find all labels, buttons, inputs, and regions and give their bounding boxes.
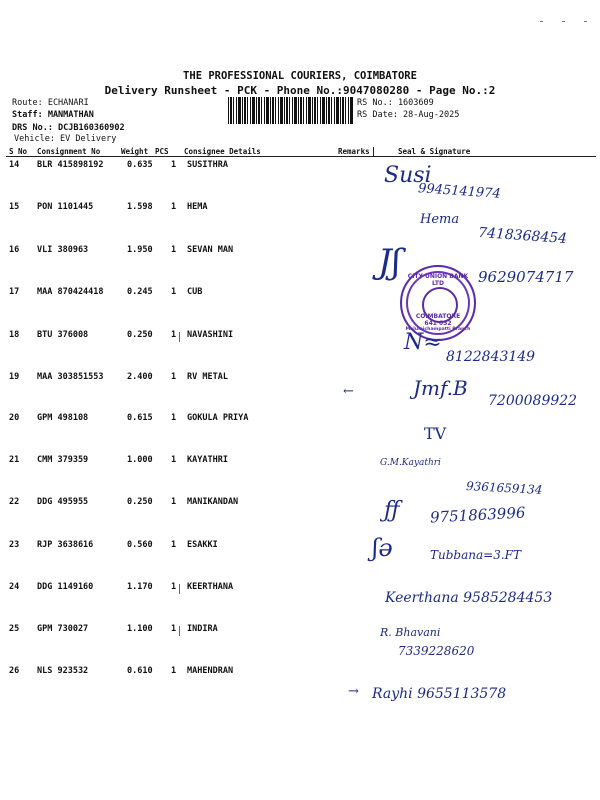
row-pcs: 1 — [171, 372, 177, 382]
table-row — [0, 455, 600, 471]
row-pcs: 1 — [171, 287, 177, 297]
row-consignee: KEERTHANA — [187, 582, 234, 592]
row-consignee: CUB — [187, 287, 203, 297]
signature-keerthana: Keerthana 9585284453 — [385, 590, 553, 606]
row-pcs: 1 — [171, 624, 177, 634]
row-sno: 26 — [9, 666, 20, 676]
row-sno: 20 — [9, 413, 20, 423]
signature-esakki-scribble: ʃə — [372, 534, 393, 562]
row-pcs: 1 — [171, 455, 177, 465]
table-row — [0, 287, 600, 303]
row-weight: 0.245 — [127, 287, 153, 297]
table-row — [0, 160, 600, 176]
row-tick-mark — [179, 332, 180, 342]
row-sno: 19 — [9, 372, 20, 382]
row-pcs: 1 — [171, 582, 177, 592]
row-pcs: 1 — [171, 540, 177, 550]
col-pcs: PCS — [155, 147, 169, 156]
row-consignment: MAA 303851553 — [37, 372, 104, 382]
row-sno: 21 — [9, 455, 20, 465]
row-consignment: PON 1101445 — [37, 202, 94, 212]
col-consignee: Consignee Details — [184, 147, 261, 156]
signature-rv-metal-phone: 7200089922 — [488, 393, 578, 409]
row-consignee: NAVASHINI — [187, 330, 234, 340]
scan-speck — [562, 21, 565, 22]
col-seal-signature: Seal & Signature — [398, 147, 471, 156]
signature-sevan-phone: 9629074717 — [478, 268, 574, 286]
col-consignment: Consignment No — [37, 147, 101, 156]
col-remarks: Remarks — [338, 147, 370, 156]
signature-indira-phone: 7339228620 — [398, 644, 475, 658]
signature-rv-metal: Jmf.B — [413, 376, 468, 400]
staff-label: Staff: MANMATHAN — [12, 110, 94, 120]
signature-navashini-phone: 8122843149 — [446, 349, 536, 365]
stamp-pin: 641 032 — [424, 320, 452, 327]
row-weight: 0.610 — [127, 666, 153, 676]
rs-number: RS No.: 1603609 — [357, 98, 434, 108]
row-weight: 0.250 — [127, 330, 153, 340]
row-consignee: GOKULA PRIYA — [187, 413, 249, 423]
row-consignee: MANIKANDAN — [187, 497, 239, 507]
col-weight: Weight — [121, 147, 149, 156]
row-weight: 1.950 — [127, 245, 153, 255]
row-sno: 16 — [9, 245, 20, 255]
row-consignee: INDIRA — [187, 624, 218, 634]
table-row — [0, 372, 600, 388]
row-pcs: 1 — [171, 413, 177, 423]
row-consignee: MAHENDRAN — [187, 666, 234, 676]
row-weight: 2.400 — [127, 372, 153, 382]
signature-navashini-scribble: N≈ — [404, 330, 442, 355]
stamp-branch: Malumichampatti Branch — [405, 327, 471, 332]
col-sno: S No — [9, 147, 28, 156]
row-sno: 22 — [9, 497, 20, 507]
row-sno: 23 — [9, 540, 20, 550]
signature-kayathri-phone: 9361659134 — [465, 479, 543, 497]
row-consignment: DDG 495955 — [37, 497, 89, 507]
remark-arrow: → — [348, 684, 359, 699]
row-weight: 0.250 — [127, 497, 153, 507]
row-consignment: DDG 1149160 — [37, 582, 94, 592]
scan-speck — [584, 21, 587, 22]
row-pcs: 1 — [171, 160, 177, 170]
table-row — [0, 624, 600, 640]
row-consignee: SUSITHRA — [187, 160, 228, 170]
row-sno: 14 — [9, 160, 20, 170]
signature-manikandan-scribble: ƒƒ — [384, 498, 400, 523]
row-consignment: BLR 415898192 — [37, 160, 104, 170]
row-consignee: SEVAN MAN — [187, 245, 234, 255]
row-pcs: 1 — [171, 330, 177, 340]
signature-susithra-phone: 9945141974 — [417, 181, 502, 202]
signature-esakki: Tubbana=3.FT — [430, 548, 521, 562]
rs-date: RS Date: 28-Aug-2025 — [357, 110, 460, 120]
runsheet-title: Delivery Runsheet - PCK - Phone No.:9047080280 - Page No.:2 — [104, 84, 496, 97]
signature-sevan-scribble: Jʃ — [378, 242, 401, 282]
row-consignee: HEMA — [187, 202, 208, 212]
row-sno: 15 — [9, 202, 20, 212]
table-row — [0, 245, 600, 261]
row-weight: 0.560 — [127, 540, 153, 550]
row-weight: 1.100 — [127, 624, 153, 634]
drs-number: DRS No.: DCJB160360902 — [12, 123, 125, 133]
signature-gokula-priya: TV — [424, 424, 447, 443]
scan-speck — [540, 21, 543, 22]
signature-kayathri: G.M.Kayathri — [380, 458, 441, 468]
row-consignee: RV METAL — [187, 372, 228, 382]
stamp-bank-name: CITY UNION BANK LTD — [407, 273, 469, 287]
vehicle-label: Vehicle: EV Delivery — [14, 134, 117, 144]
table-row — [0, 666, 600, 682]
row-consignment: VLI 380963 — [37, 245, 89, 255]
company-title: THE PROFESSIONAL COURIERS, COIMBATORE — [183, 70, 417, 82]
route-label: Route: ECHANARI — [12, 98, 89, 108]
row-consignee: ESAKKI — [187, 540, 218, 550]
row-consignment: MAA 870424418 — [37, 287, 104, 297]
row-consignment: RJP 3638616 — [37, 540, 94, 550]
signature-susithra: Susi — [384, 163, 432, 188]
stamp-city: COIMBATORE — [415, 313, 461, 320]
row-pcs: 1 — [171, 666, 177, 676]
table-row — [0, 202, 600, 218]
row-consignment: CMM 379359 — [37, 455, 89, 465]
barcode — [228, 97, 354, 124]
row-consignment: NLS 923532 — [37, 666, 89, 676]
row-weight: 0.615 — [127, 413, 153, 423]
row-consignment: GPM 498108 — [37, 413, 89, 423]
signature-mahendran: Rayhi 9655113578 — [372, 686, 507, 702]
row-sno: 24 — [9, 582, 20, 592]
row-pcs: 1 — [171, 245, 177, 255]
signature-hema: Hema — [420, 212, 460, 227]
row-consignment: BTU 376008 — [37, 330, 89, 340]
row-weight: 1.598 — [127, 202, 153, 212]
remark-arrow: ← — [343, 384, 354, 399]
row-consignment: GPM 730027 — [37, 624, 89, 634]
row-tick-mark — [179, 626, 180, 636]
signature-manikandan-phone: 9751863996 — [429, 503, 526, 527]
row-pcs: 1 — [171, 202, 177, 212]
row-sno: 18 — [9, 330, 20, 340]
signature-hema-phone: 7418368454 — [477, 224, 568, 248]
table-row — [0, 330, 600, 346]
row-weight: 0.635 — [127, 160, 153, 170]
table-row — [0, 413, 600, 429]
row-sno: 25 — [9, 624, 20, 634]
row-sno: 17 — [9, 287, 20, 297]
row-tick-mark — [179, 584, 180, 594]
row-weight: 1.170 — [127, 582, 153, 592]
row-weight: 1.000 — [127, 455, 153, 465]
signature-indira: R. Bhavani — [380, 626, 441, 639]
header-rule — [6, 156, 596, 157]
row-consignee: KAYATHRI — [187, 455, 228, 465]
row-pcs: 1 — [171, 497, 177, 507]
